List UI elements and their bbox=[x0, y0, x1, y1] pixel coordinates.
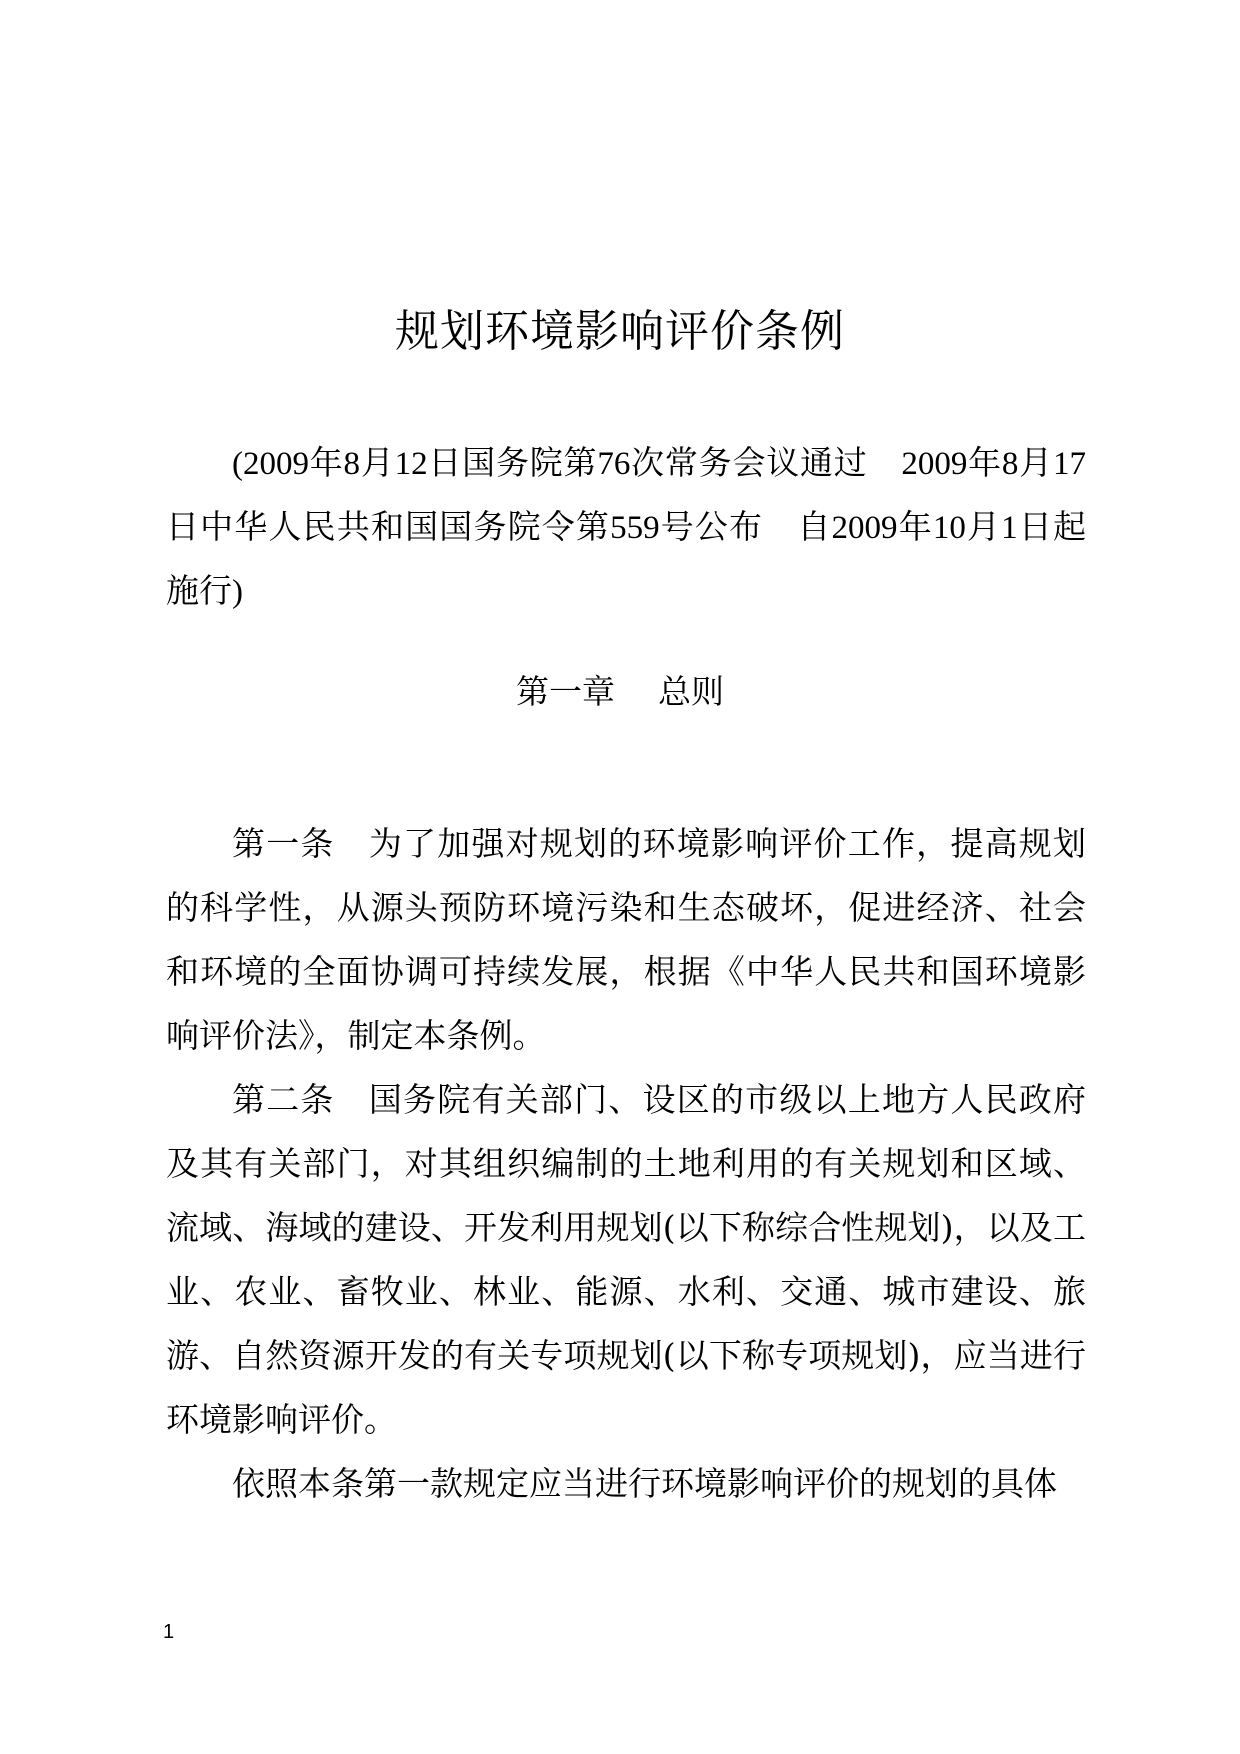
enactment-note: (2009年8月12日国务院第76次常务会议通过 2009年8月17日中华人民共和国国务院令第559号公布 自2009年10月1日起施行) bbox=[166, 446, 1086, 610]
article-paragraph: 第二条 国务院有关部门、设区的市级以上地方人民政府及其有关部门，对其组织编制的土地利用的有关规划和区域、流域、海域的建设、开发利用规划(以下称综合性规划)，以及工业、农业、畜牧业、林业、能源、水利、交通、城市建设、旅游、自然资源开发的有关专项规划(以下称专项规划)，应当进行环境影响评价。 bbox=[166, 1080, 1086, 1439]
document-title: 规划环境影响评价条例 bbox=[395, 306, 845, 357]
chapter-number: 第一章 bbox=[516, 672, 616, 711]
article-paragraph: 依照本条第一款规定应当进行环境影响评价的规划的具体 bbox=[232, 1464, 1057, 1503]
chapter-name: 总则 bbox=[657, 672, 724, 711]
chapter-heading bbox=[0, 660, 1240, 724]
article-paragraph: 第一条 为了加强对规划的环境影响评价工作，提高规划的科学性，从源头预防环境污染和生态破坏，促进经济、社会和环境的全面协调可持续发展，根据《中华人民共和国环境影响评价法》，制定本条例。 bbox=[166, 824, 1086, 1055]
enactment-note-block bbox=[166, 432, 1086, 624]
page-number: 1 bbox=[163, 1621, 175, 1643]
document-body bbox=[166, 812, 1086, 1516]
